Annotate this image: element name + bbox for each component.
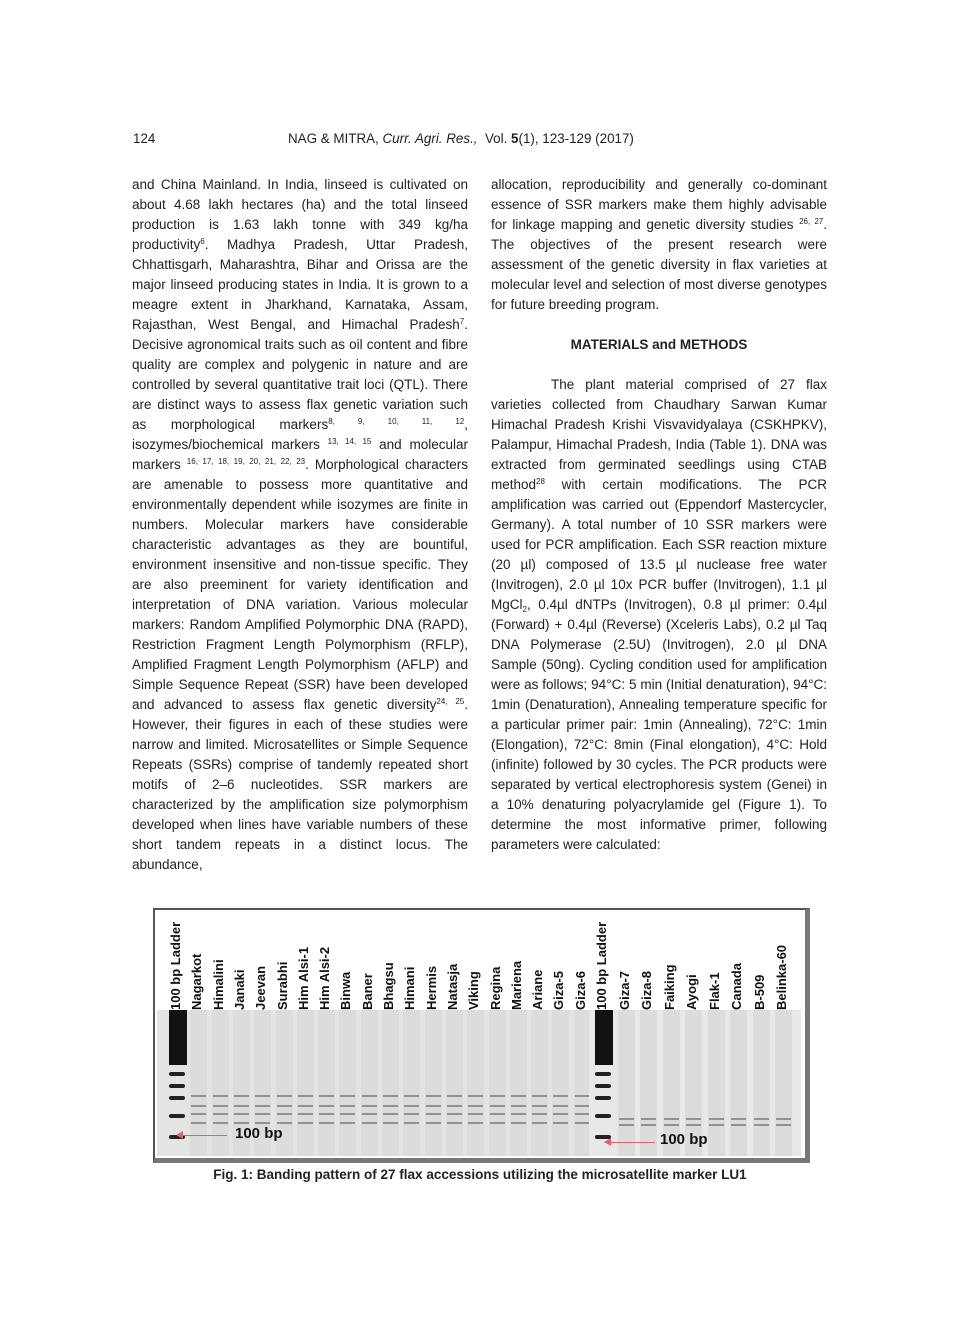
left-column: [132, 175, 468, 875]
lane-label: Binwa: [338, 971, 354, 1010]
gel-lane: [730, 1010, 747, 1156]
gel-figure: [153, 908, 810, 1163]
gel-lane: [382, 1010, 399, 1156]
arrow-icon: [605, 1142, 655, 1143]
lane-label: Belinka-60: [774, 944, 789, 1010]
lane-label: Bhagsu: [381, 962, 396, 1010]
arrow-icon: [177, 1135, 227, 1136]
lane-label: Giza-6: [572, 970, 588, 1010]
lane-label: Janaki: [231, 969, 247, 1010]
running-head: [133, 131, 833, 149]
gel-lane: [403, 1010, 420, 1156]
lane-label: Mariena: [508, 960, 524, 1010]
lane-label: Regina: [487, 966, 503, 1010]
gel-lane: [467, 1010, 484, 1156]
lane-label: Jeevan: [253, 965, 269, 1010]
gel-lane: [510, 1010, 527, 1156]
lane-label: Nagarkot: [189, 953, 205, 1010]
citation-ref: 8, 9, 10, 11, 12: [328, 417, 465, 426]
lane-label: Giza-5: [551, 970, 567, 1010]
lane-label: Giza-8: [639, 970, 654, 1010]
body-paragraph: [132, 175, 468, 875]
lane-label: Natasja: [444, 963, 460, 1010]
lane-label: 100 bp Ladder: [594, 921, 609, 1010]
journal-name: Curr. Agri. Res.,: [382, 131, 478, 146]
body-paragraph: [491, 175, 827, 315]
gel-lane: [708, 1010, 725, 1156]
gel-lane: [361, 1010, 378, 1156]
text: , 0.4µl dNTPs (Invitrogen), 0.8 µl primer: 0.4µl (Forward) + 0.4µl (Reverse) (Xceleris Labs), 0.2 µl Taq DNA Polymerase (2.5U) (Invitrogen), 2.0 µl DNA Sample (50ng). Cycling condition used for amplification were as follows; 94°C: 5 min (Initial denaturation), 94°C: 1min (Denaturation), Annealing temperature specific for a particular primer pair: 1min (Annealing), 72°C: 1min (Elongation), 72°C: 8min (Final elongation), 4°C: Hold (infinite) followed by 30 cycles. The PCR products were separated by vertical electrophoresis system (Genei) in a 10% denaturing polyacrylamide gel (Figure 1). To determine the most informative primer, following parameters were calculated:: [491, 597, 827, 852]
citation-ref: 13, 14, 15: [327, 437, 372, 446]
lane-label: Ayogi: [684, 974, 699, 1010]
lane-label: Giza-7: [616, 970, 632, 1010]
lane-label: Viking: [466, 971, 482, 1010]
lane-label: Faiking: [661, 964, 677, 1010]
gel-lane: [618, 1010, 635, 1156]
section-heading: MATERIALS and METHODS: [570, 337, 748, 352]
text: The plant material comprised of 27 flax varieties collected from Chaudhary Sarwan Kumar Himachal Pradesh Krishi Visvavidyalaya (CSKHPKV), Palampur, Himachal Pradesh, India (Table 1). DNA was extracted from germinated seedlings using CTAB method: [491, 377, 827, 492]
gel-lane: [318, 1010, 335, 1156]
text: . Decisive agronomical traits such as oil content and fibre quality are complex and polygenic in nature and are controlled by several quantitative trait loci (QTL). There are distinct ways to assess flax genetic variation such as morphological markers: [132, 317, 468, 432]
text: . Madhya Pradesh, Uttar Pradesh, Chhattisgarh, Maharashtra, Bihar and Orissa are the major linseed producing states in India. It is grown to a meagre extent in Jharkhand, Karnataka, Assam, Rajasthan, West Bengal, and Himachal Pradesh: [132, 237, 468, 332]
lane-label: Him Alsi-2: [317, 946, 333, 1010]
citation-ref: 28: [536, 477, 545, 486]
gel-lane: [425, 1010, 442, 1156]
citation-ref: 6: [200, 237, 205, 246]
gel-lane: [531, 1010, 548, 1156]
lane-label: Himalini: [210, 959, 226, 1010]
text: . The objectives of the present research were assessment of the genetic diversity in flax varieties at molecular level and selection of most diverse genotypes for future breeding program.: [491, 217, 827, 312]
text: with certain modifications. The PCR amplification was carried out (Eppendorf Mastercycler, Germany). A total number of 10 SSR markers were used for PCR amplification. Each SSR reaction mixture (20 µl) composed of 13.5 µl nuclease free water (Invitrogen), 2.0 µl 10x PCR buffer (Invitrogen), 1.1 µl MgCl: [491, 477, 827, 612]
text: . Morphological characters are amenable to possess more quantitative and environmentally dependent while isozymes are finite in numbers. Molecular markers have considerable characteristic advantages as they are bountiful, environment insensitive and non-tissue specific. They are also preeminent for variety identification and interpretation of DNA variation. Various molecular markers: Random Amplified Polymorphic DNA (RAPD), Restriction Fragment Length Polymorphism (RFLP), Amplified Fragment Length Polymorphism (AFLP) and Simple Sequence Repeat (SSR) have been developed and advanced to assess flax genetic diversity: [132, 457, 468, 712]
lane-label: Flak-1: [706, 972, 722, 1010]
lane-label: Him Alsi-1: [295, 946, 311, 1010]
volume-prefix: Vol.: [484, 131, 508, 146]
gel-lane: [489, 1010, 506, 1156]
lane-label: Baner: [359, 973, 375, 1010]
text: allocation, reproducibility and generally co-dominant essence of SSR markers make them highly advisable for linkage mapping and genetic diversity studies: [491, 177, 827, 232]
text: and China Mainland. In India, linseed is cultivated on about 4.68 lakh hectares (ha) and the total linseed production is 1.63 lakh tonne with 349 kg/ha productivity: [132, 177, 468, 252]
subscript: 2: [522, 605, 527, 614]
volume-number: 5: [511, 131, 519, 146]
text: and molecular markers: [132, 437, 468, 472]
gel-lane: [446, 1010, 463, 1156]
gel-lane: [552, 1010, 569, 1156]
gel-lane: [640, 1010, 657, 1156]
lane-label: Surabhi: [274, 961, 290, 1010]
citation-ref: 26, 27: [799, 217, 824, 226]
marker-label-right: 100 bp: [660, 1131, 708, 1148]
lane-label: Himani: [402, 966, 418, 1010]
gel-lane: [297, 1010, 314, 1156]
lane-label: Hermis: [423, 965, 439, 1010]
right-column: [491, 175, 827, 855]
citation-ref: 24, 25: [436, 697, 465, 706]
body-paragraph: [491, 375, 827, 855]
gel-lane: [775, 1010, 792, 1156]
citation-ref: 16, 17, 18, 19, 20, 21, 22, 23: [186, 457, 306, 466]
text: . However, their figures in each of these studies were narrow and limited. Microsatellites or Simple Sequence Repeats (SSRs) comprise of tandemly repeated short motifs of 2–6 nucleotides. SSR markers are characterized by the amplification size polymorphism developed when lines have variable numbers of these short tandem repeats in a distinct locus. The abundance,: [132, 697, 468, 872]
lane-label: Ariane: [530, 969, 546, 1010]
text: , isozymes/biochemical markers: [132, 417, 469, 452]
lane-label: 100 bp Ladder: [168, 921, 183, 1010]
gel-lane: [574, 1010, 589, 1156]
figure-caption: Fig. 1: Banding pattern of 27 flax accessions utilizing the microsatellite marker LU1: [213, 1167, 747, 1182]
issue-pages-year: (1), 123-129 (2017): [518, 131, 634, 146]
gel-lane: [339, 1010, 356, 1156]
marker-label-left: 100 bp: [235, 1125, 283, 1142]
lane-labels: [155, 910, 805, 1010]
lane-label: Canada: [729, 963, 744, 1010]
citation-ref: 7: [459, 317, 465, 326]
authors: NAG & MITRA,: [288, 131, 379, 146]
ladder-lane: [595, 1010, 613, 1156]
journal-citation: [288, 131, 634, 146]
gel-lane: [753, 1010, 770, 1156]
lane-label: B-509: [751, 974, 767, 1010]
page-number: 124: [133, 131, 156, 146]
